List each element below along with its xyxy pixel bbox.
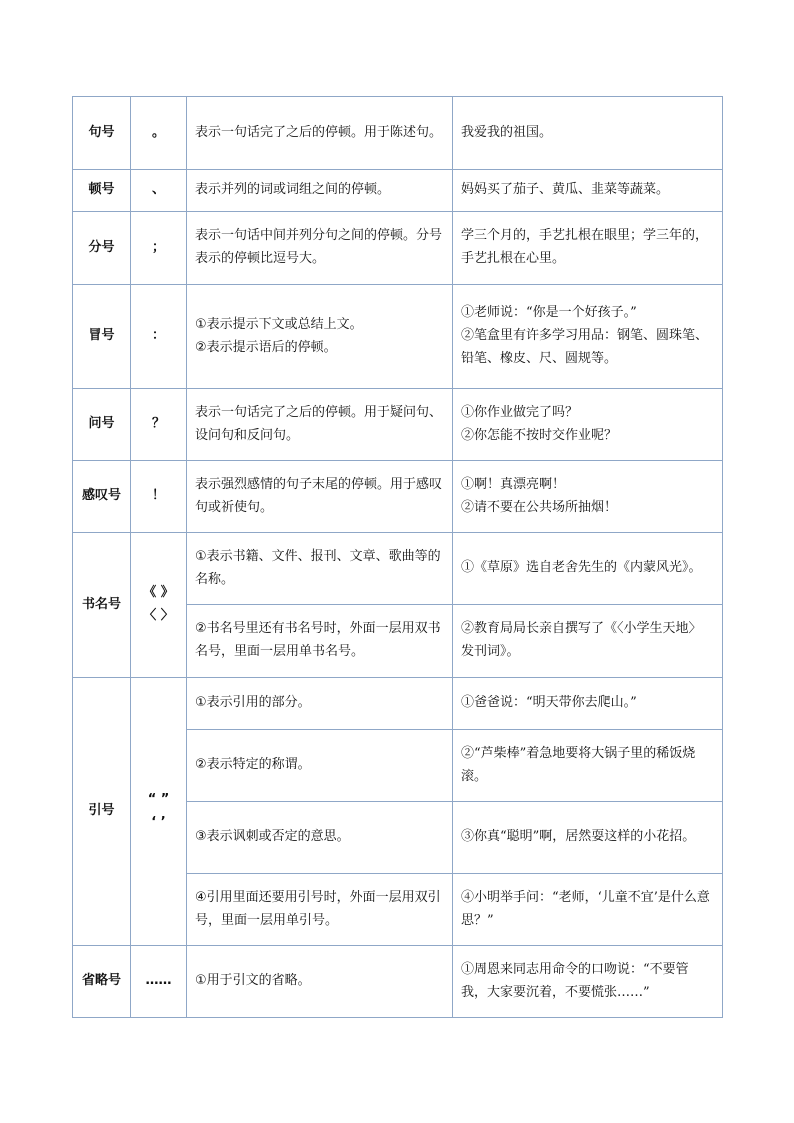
punct-usage: ①表示引用的部分。 [187,678,453,730]
usage-line: ②表示提示语后的停顿。 [195,339,337,355]
punct-example: ④小明举手问：“老师，‘儿童不宜’是什么意思？” [453,874,723,946]
punct-name: 分号 [73,212,131,285]
table-row [73,285,723,389]
punct-usage: 表示一句话中间并列分句之间的停顿。分号表示的停顿比逗号大。 [187,212,453,285]
punct-name: 冒号 [73,285,131,389]
table-row [73,678,723,730]
punct-name: 句号 [73,97,131,170]
table-row [73,946,723,1018]
example-line: ①老师说：“你是一个好孩子。” [461,305,637,321]
punct-usage: ①表示书籍、文件、报刊、文章、歌曲等的名称。 [187,533,453,605]
table-row [73,389,723,461]
punct-mark: ！ [131,461,187,533]
punct-usage: ②表示特定的称谓。 [187,730,453,802]
punct-example: 学三个月的，手艺扎根在眼里；学三年的，手艺扎根在心里。 [453,212,723,285]
punct-mark: 、 [131,170,187,212]
punct-mark: ： [131,285,187,389]
punct-example: ③你真“聪明”啊，居然耍这样的小花招。 [453,802,723,874]
punct-mark: 。 [131,97,187,170]
punct-name: 感叹号 [73,461,131,533]
table-row [73,461,723,533]
punct-name: 省略号 [73,946,131,1018]
example-line: ①你作业做完了吗？ [461,404,579,420]
mark-line: ‘ ’ [151,814,166,830]
example-line: ①啊！真漂亮啊！ [461,476,566,492]
punct-usage: 表示强烈感情的句子末尾的停顿。用于感叹句或祈使句。 [187,461,453,533]
punct-usage: 表示一句话完了之后的停顿。用于疑问句、设问句和反问句。 [187,389,453,461]
punct-usage: 表示并列的词或词组之间的停顿。 [187,170,453,212]
punct-example [453,285,723,389]
table-row [73,533,723,605]
punct-mark [131,678,187,946]
punct-mark [131,533,187,678]
punct-usage [187,285,453,389]
punct-example: ①爸爸说：“明天带你去爬山。” [453,678,723,730]
punct-name: 问号 [73,389,131,461]
example-line: ②笔盒里有许多学习用品：钢笔、圆珠笔、铅笔、橡皮、尺、圆规等。 [461,328,709,366]
example-line: ②请不要在公共场所抽烟！ [461,499,618,515]
punct-example: ②教育局局长亲自撰写了《〈小学生天地〉发刊词》。 [453,605,723,678]
punct-usage: ①用于引文的省略。 [187,946,453,1018]
mark-line: “ ” [147,791,170,807]
table-row [73,97,723,170]
usage-line: ①表示提示下文或总结上文。 [195,316,363,332]
mark-line: 〈 〉 [143,608,174,623]
punct-example [453,461,723,533]
table-row [73,170,723,212]
punct-mark: ； [131,212,187,285]
punct-example: ②“芦柴棒”着急地要将大锅子里的稀饭烧滚。 [453,730,723,802]
punct-mark: ？ [131,389,187,461]
punct-usage: 表示一句话完了之后的停顿。用于陈述句。 [187,97,453,170]
mark-line: 《 》 [143,585,174,601]
punct-name: 引号 [73,678,131,946]
punct-example: ①周恩来同志用命令的口吻说：“不要管我，大家要沉着，不要慌张……” [453,946,723,1018]
punct-example: 妈妈买了茄子、黄瓜、韭菜等蔬菜。 [453,170,723,212]
punct-usage: ②书名号里还有书名号时，外面一层用双书名号，里面一层用单书名号。 [187,605,453,678]
punct-example: 我爱我的祖国。 [453,97,723,170]
punct-example: ①《草原》选自老舍先生的《内蒙风光》。 [453,533,723,605]
punct-name: 顿号 [73,170,131,212]
punct-mark: …… [131,946,187,1018]
punct-example [453,389,723,461]
example-line: ②你怎能不按时交作业呢？ [461,427,618,443]
punct-usage: ④引用里面还要用引号时，外面一层用双引号，里面一层用单引号。 [187,874,453,946]
punct-name: 书名号 [73,533,131,678]
punctuation-table [72,96,723,1018]
punct-usage: ③表示讽刺或否定的意思。 [187,802,453,874]
table-row [73,212,723,285]
